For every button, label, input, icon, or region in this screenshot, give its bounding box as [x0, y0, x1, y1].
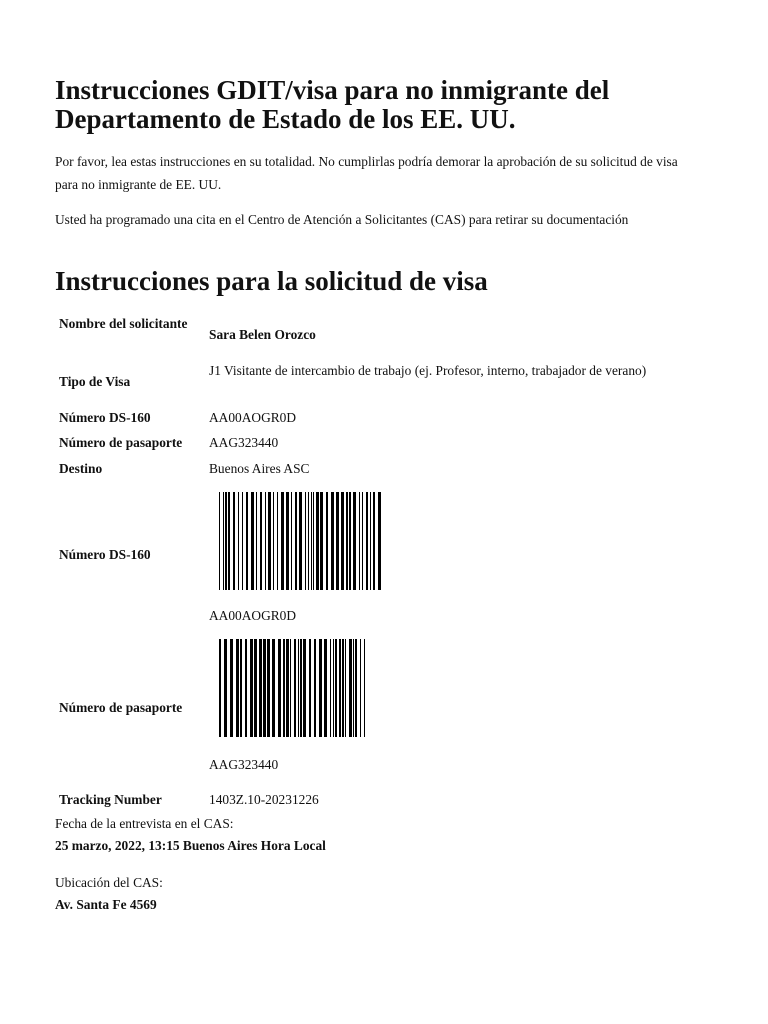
ds160-value: AA00AOGR0D — [209, 410, 297, 425]
intro-paragraph: Por favor, lea estas instrucciones en su totalidad. No cumplirlas podría demorar la aprobación de su solicitud de visa para no inmigrante de EE. UU. — [55, 154, 678, 192]
ds160-barcode-caption: AA00AOGR0D — [209, 608, 297, 623]
interview-date-value: 25 marzo, 2022, 13:15 Buenos Aires Hora Local — [55, 838, 326, 853]
tracking-label: Tracking Number — [59, 792, 162, 807]
ds160-label: Número DS-160 — [59, 410, 151, 425]
passport-label: Número de pasaporte — [59, 435, 183, 450]
document-title: Instrucciones GDIT/visa para no inmigrante del Departamento de Estado de los EE. UU. — [55, 75, 610, 134]
section-title: Instrucciones para la solicitud de visa — [55, 266, 488, 296]
applicant-name-label: Nombre del solicitante — [59, 316, 188, 331]
cas-location-label: Ubicación del CAS: — [55, 875, 163, 890]
cas-location-value: Av. Santa Fe 4569 — [55, 897, 157, 912]
destination-value: Buenos Aires ASC — [209, 461, 310, 476]
ds160-barcode-label: Número DS-160 — [59, 547, 151, 562]
visa-type-value: J1 Visitante de intercambio de trabajo (ej. Profesor, interno, trabajador de verano) — [209, 363, 647, 378]
interview-date-label: Fecha de la entrevista en el CAS: — [55, 816, 234, 831]
passport-barcode — [219, 639, 367, 737]
passport-value: AAG323440 — [209, 435, 279, 450]
destination-label: Destino — [59, 461, 103, 476]
passport-barcode-caption: AAG323440 — [209, 757, 279, 772]
passport-barcode-label: Número de pasaporte — [59, 700, 183, 715]
visa-type-label: Tipo de Visa — [59, 374, 131, 389]
ds160-barcode — [219, 492, 381, 590]
applicant-name-value: Sara Belen Orozco — [209, 327, 316, 342]
tracking-value: 1403Z.10-20231226 — [209, 792, 319, 807]
appointment-paragraph: Usted ha programado una cita en el Centro de Atención a Solicitantes (CAS) para retirar su documentación — [55, 212, 629, 227]
